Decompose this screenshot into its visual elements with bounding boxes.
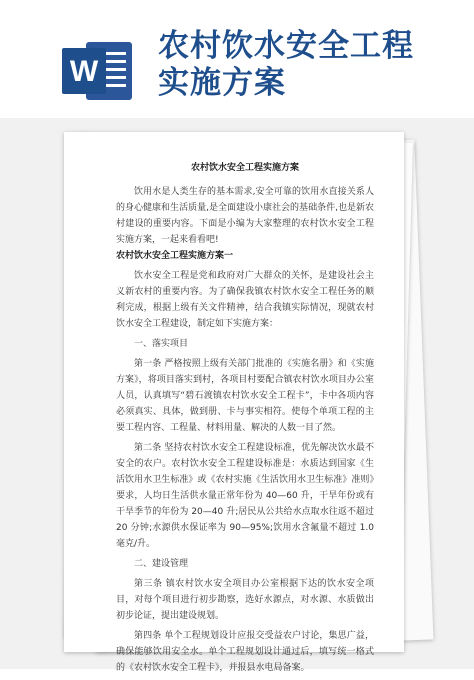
- subsection-heading: 二、建设管理: [134, 559, 189, 569]
- page-title: 农村饮水安全工程实施方案: [190, 163, 299, 173]
- intro-paragraph: 饮用水是人类生存的基本需求,安全可靠的饮用水直接关系人的身心健康和生活质量,是全面建设小康社会的基础条件,也是新农村建设的重要内容。下面是小编为大家整理的农村饮水安全工程实施方案，一起来看看吧!: [116, 187, 374, 245]
- document-heading: [158, 28, 458, 102]
- document-page: [64, 132, 404, 673]
- header-banner: [0, 0, 474, 118]
- heading-line-1: 农村饮水安全工程: [158, 28, 414, 64]
- paragraph: 饮水安全工程是党和政府对广大群众的关怀，是建设社会主义新农村的重要内容。为了确保我镇农村饮水安全工程任务的顺利完成，根据上级有关文件精神，结合我镇实际情况，现就农村饮水安全工程建设，制定如下实施方案：: [116, 271, 374, 329]
- paragraph: 第二条 坚持农村饮水安全工程建设标准，优先解决饮水最不安全的农户。农村饮水安全工程建设标准是：水质达到国家《生活饮用水卫生标准》或《农村实施《生活饮用水卫生标准》准则》要求，人均日生活供水量正常年份为 40—60 升，干旱年份或有干旱季节的年份为 20—40 升;居民从公共给水点取水往返不超过 20 分钟;水源供水保证率为 90—95%;饮用水含氟量不超过 1.0 毫克/升。: [116, 443, 374, 549]
- logo-letter: W: [69, 55, 99, 88]
- subsection-heading: 一、落实项目: [134, 339, 189, 349]
- document-body: [116, 160, 374, 680]
- paragraph: 第四条 单个工程规划设计应报交受益农户讨论，集思广益，确保能够饮用安全水。单个工程规划设计通过后，填写统一格式的《农村饮水安全工程卡》，并报县水电局备案。: [116, 631, 374, 673]
- section-heading: 农村饮水安全工程实施方案一: [116, 251, 234, 261]
- paragraph: 第三条 镇农村饮水安全项目办公室根据下达的饮水安全项目，对每个项目进行初步勘察，选好水源点，对水源、水质做出初步论证，提出建设规划。: [116, 579, 374, 621]
- paragraph: 第一条 严格按照上级有关部门批准的《实施名册》和《实施方案》，将项目落实到村，各项目村要配合镇农村饮水项目办公室人员，认真填写“碧石渡镇农村饮水安全工程卡”，卡中各项内容必须真实、具体，做到册、卡与事实相符。使每个单项工程的主要工程内容、工程量、材料用量、解决的人数一目了然。: [116, 359, 374, 433]
- heading-line-2: 实施方案: [158, 65, 286, 101]
- word-logo-icon: [62, 38, 134, 104]
